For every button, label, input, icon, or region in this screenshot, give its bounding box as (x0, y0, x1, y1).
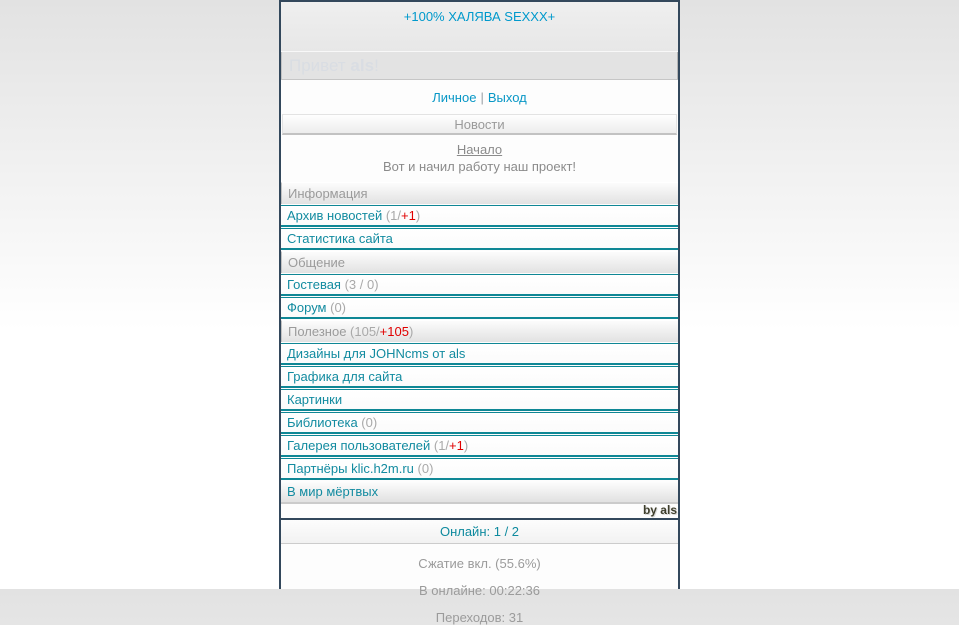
item-count: (0) (326, 300, 346, 315)
menu-item-forum[interactable] (281, 297, 678, 319)
footer-stats (281, 544, 678, 625)
menu-item-designs[interactable] (281, 343, 678, 365)
partners-link[interactable]: Партнёры klic.h2m.ru (287, 461, 414, 476)
library-link[interactable]: Библиотека (287, 415, 358, 430)
user-gallery-link[interactable]: Галерея пользователей (287, 438, 431, 453)
item-count: (3 / 0) (340, 277, 379, 292)
menu-item-site-stats[interactable] (281, 228, 678, 250)
menu-item-guestbook[interactable] (281, 274, 678, 296)
item-count: (1/+1) (430, 438, 469, 453)
news-post (281, 135, 678, 182)
header-count: (105/+105) (346, 324, 414, 339)
site-banner (281, 2, 678, 52)
news-post-title-link[interactable]: Начало (456, 142, 503, 157)
menu-item-library[interactable] (281, 412, 678, 434)
greeting-prefix: Привет (289, 56, 351, 75)
nav-separator: | (480, 90, 484, 105)
menu-header-communication (281, 251, 678, 273)
greeting-suffix: ! (374, 56, 379, 75)
menu-header-label: Полезное (288, 324, 347, 339)
online-counter-link[interactable]: Онлайн: 1 / 2 (439, 524, 520, 539)
main-menu (281, 182, 678, 518)
menu-header-label: Информация (288, 186, 368, 201)
news-post-body: Вот и начил работу наш проект! (382, 159, 577, 174)
menu-item-user-gallery[interactable] (281, 435, 678, 457)
news-section-button[interactable]: Новости (282, 114, 677, 135)
personal-link[interactable]: Личное (432, 90, 477, 105)
greeting-bar (281, 52, 678, 80)
menu-item-site-graphics[interactable] (281, 366, 678, 388)
new-count: +105 (379, 324, 409, 339)
new-count: +1 (401, 208, 416, 223)
menu-header-label: Общение (288, 255, 346, 270)
menu-item-pictures[interactable] (281, 389, 678, 411)
author-credit: by als (642, 503, 677, 517)
site-graphics-link[interactable]: Графика для сайта (287, 369, 403, 384)
forum-link[interactable]: Форум (287, 300, 327, 315)
menu-item-partners[interactable] (281, 458, 678, 480)
menu-item-dead-world[interactable] (281, 481, 678, 504)
greeting-username: als (350, 56, 375, 75)
menu-header-useful (281, 320, 678, 342)
menu-header-information (281, 182, 678, 204)
news-archive-link[interactable]: Архив новостей (287, 208, 383, 223)
user-nav (281, 80, 678, 114)
item-count: (1/+1) (382, 208, 421, 223)
logout-link[interactable]: Выход (487, 90, 527, 105)
banner-title-link[interactable]: +100% ХАЛЯВА SEXXX+ (403, 9, 556, 24)
new-count: +1 (449, 438, 464, 453)
guestbook-link[interactable]: Гостевая (287, 277, 341, 292)
item-count: (0) (413, 461, 434, 476)
pictures-link[interactable]: Картинки (287, 392, 343, 407)
dead-world-link[interactable]: В мир мёртвых (287, 484, 379, 499)
designs-link[interactable]: Дизайны для JOHNcms от als (287, 346, 466, 361)
online-time-stat: В онлайне: 00:22:36 (418, 583, 540, 598)
online-bar (281, 518, 678, 544)
site-stats-link[interactable]: Статистика сайта (287, 231, 393, 246)
site-column (279, 0, 680, 625)
menu-item-news-archive[interactable] (281, 205, 678, 227)
item-count: (0) (357, 415, 378, 430)
transitions-stat: Переходов: 31 (435, 610, 524, 625)
compression-stat: Сжатие вкл. (55.6%) (418, 556, 541, 571)
